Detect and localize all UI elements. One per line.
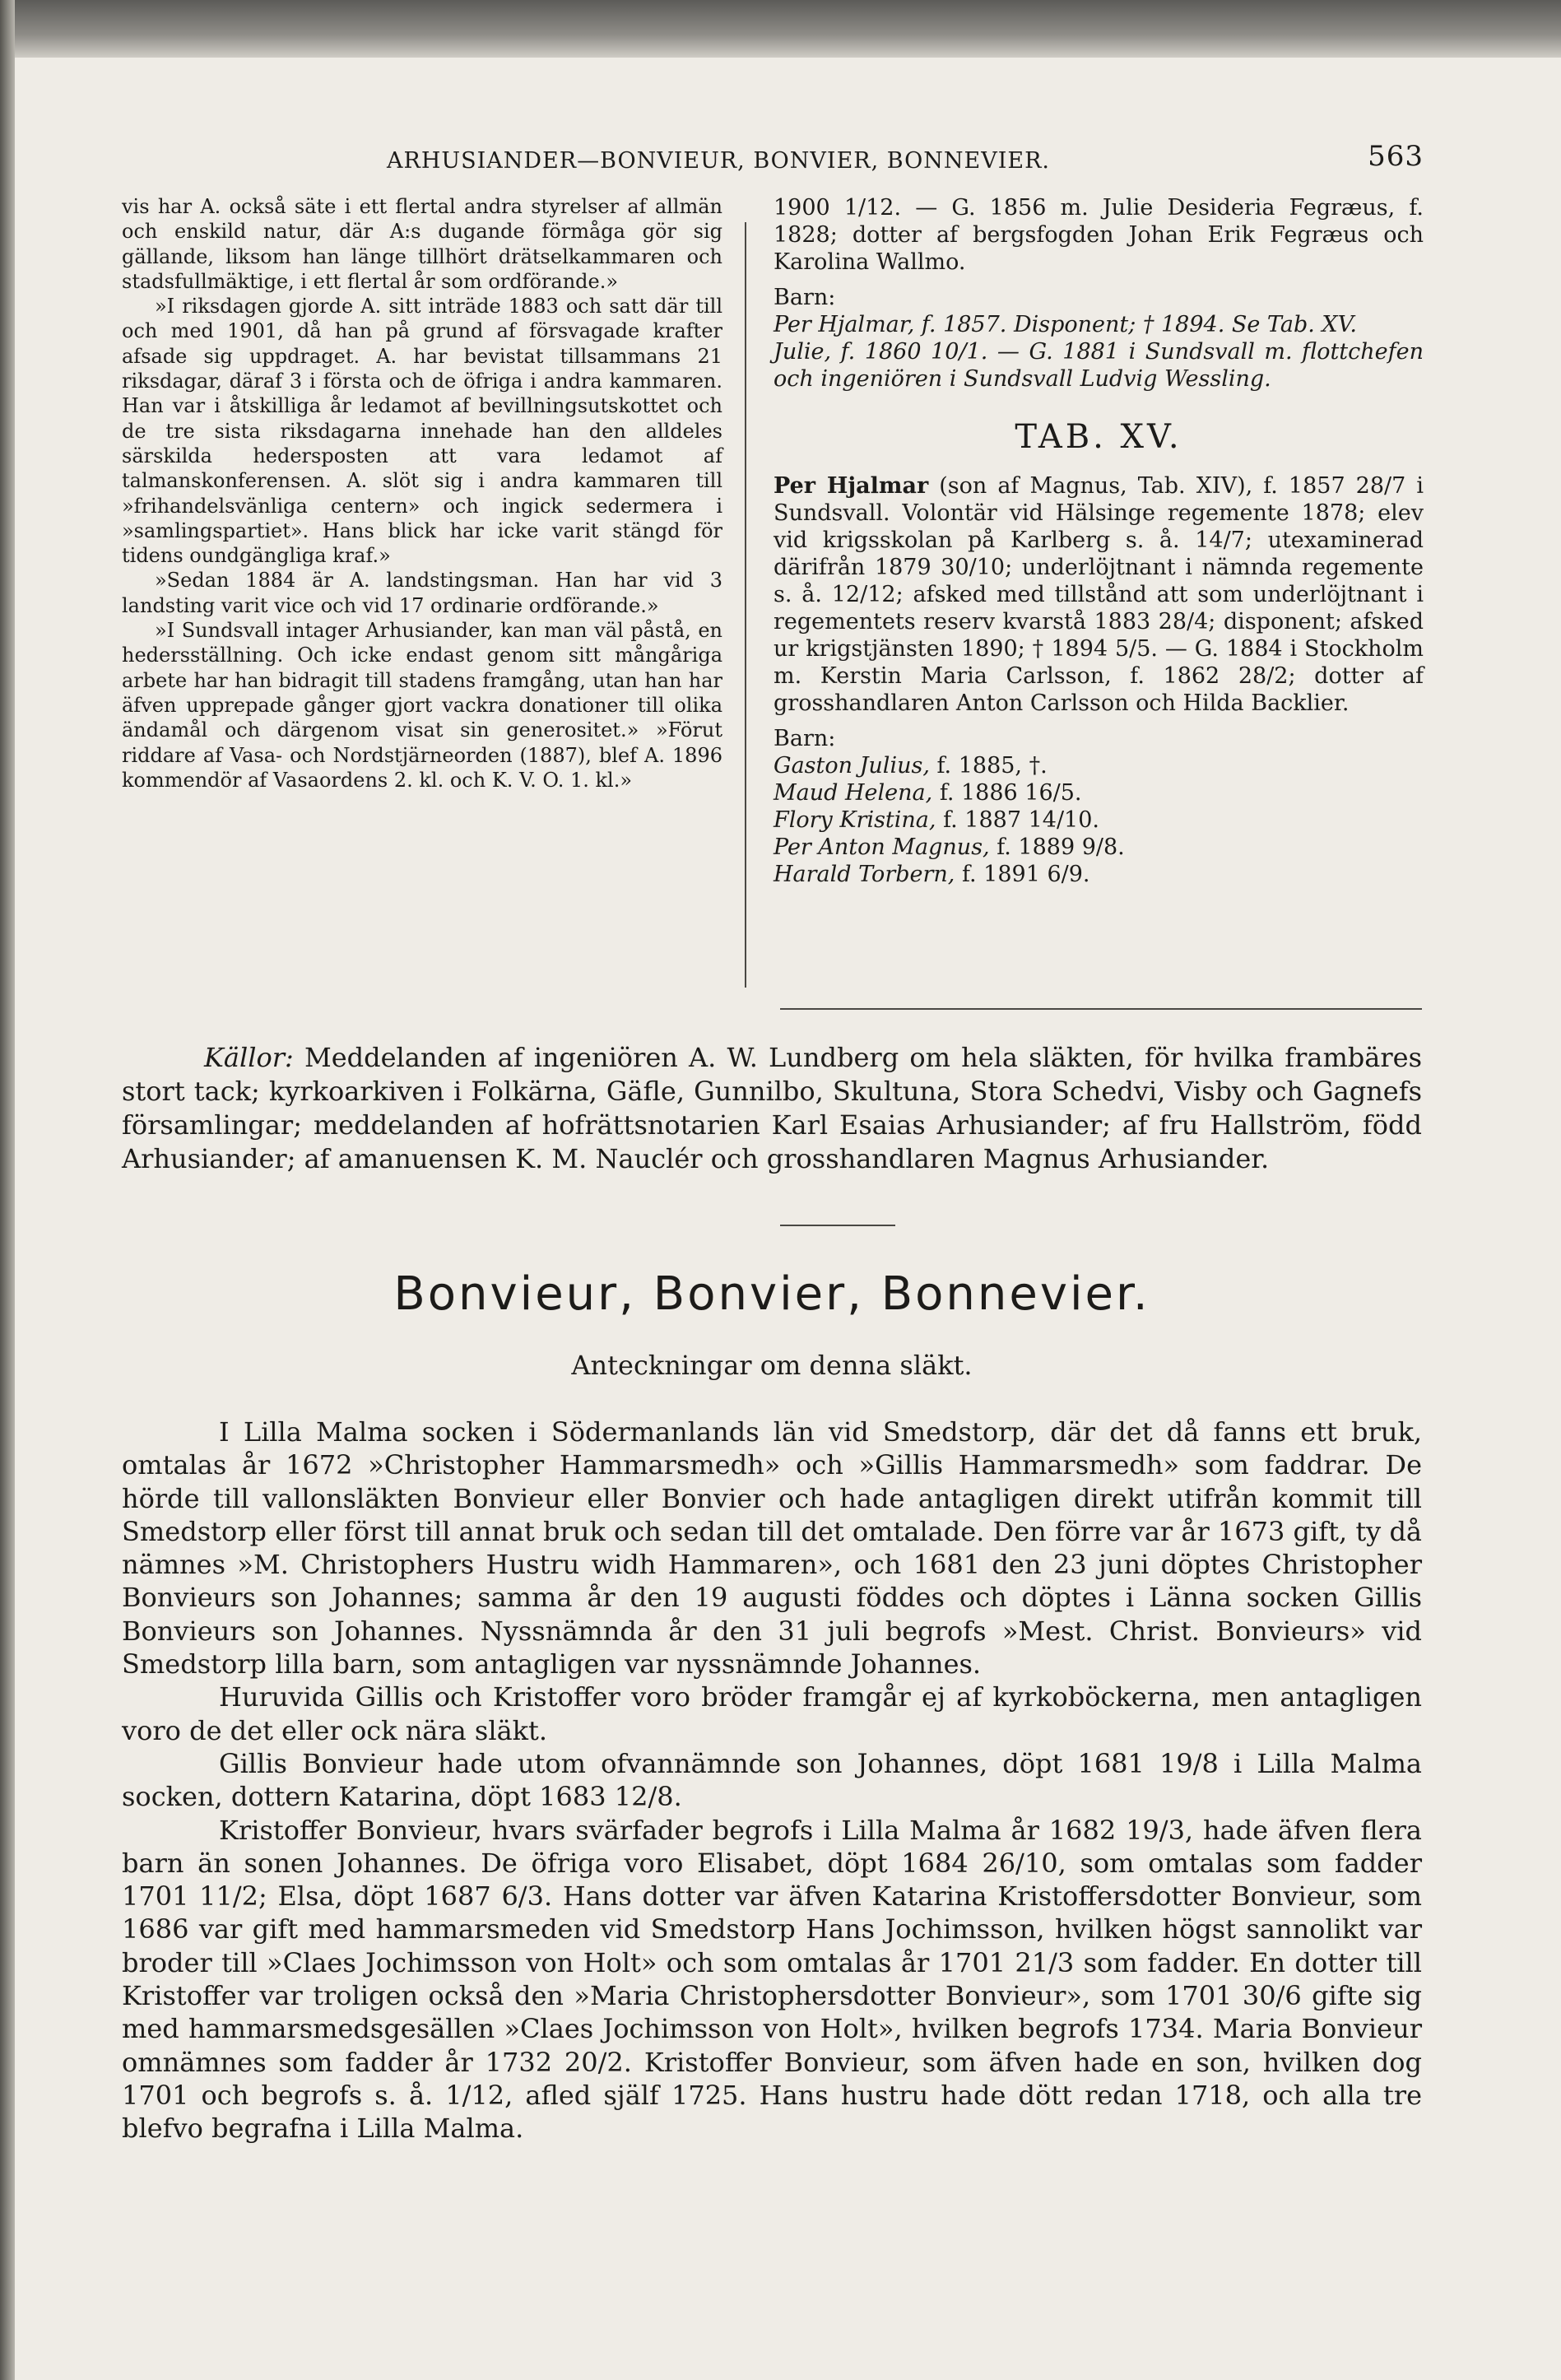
left-column	[122, 194, 722, 793]
page-header	[123, 140, 1424, 181]
page-binding-shadow	[0, 0, 1561, 58]
child-entry: Julie, f. 1860 10/1. — G. 1881 i Sundsvall m. flottchefen och ingeniören i Sundsvall Ludvig Wessling.	[774, 339, 1424, 392]
body-paragraph: I Lilla Malma socken i Södermanlands län vid Smedstorp, där det då fanns ett bruk, omtalas år 1672 »Christopher Hammarsmedh» och »Gillis Hammarsmedh» som faddrar. De hörde till vallonsläkten Bonvieur eller Bonvier och hade antagligen direkt utifrån kommit till Smedstorp eller först till annat bruk och sedan till det omtalade. Den förre var år 1673 gift, ty då nämnes »M. Christophers Hustru widh Hammaren», och 1681 den 23 juni döptes Christopher Bonvieurs son Johannes; samma år den 19 augusti föddes och döptes i Länna socken Gillis Bonvieurs son Johannes. Nyssnämnda år den 31 juli begrofs »Mest. Christ. Bonvieurs» vid Smedstorp lilla barn, som antagligen var nyssnämnde Johannes.	[122, 1416, 1422, 1680]
child-entry: Maud Helena, f. 1886 16/5.	[774, 780, 1082, 806]
section-title: Bonvieur, Bonvier, Bonnevier.	[393, 1267, 1150, 1321]
sources-block	[122, 1041, 1422, 1176]
left-paragraph: »I Sundsvall intager Arhusiander, kan man väl påstå, en hedersställning. Och icke endast genom sitt mångåriga arbete har han bidragit till stadens framgång, utan han har äfven upprepade gånger gjort vackra donationer till olika ändamål och därgenom visat sin generositet.» »Förut riddare af Vasa- och Nordstjärneorden (1887), blef A. 1896 kommendör af Vasaordens 2. kl. och K. V. O. 1. kl.»	[122, 619, 722, 792]
children-label: Barn:	[774, 726, 836, 751]
child-entry: Flory Kristina, f. 1887 14/10.	[774, 807, 1099, 833]
child-entry: Gaston Julius, f. 1885, †.	[774, 753, 1048, 779]
column-divider	[745, 222, 746, 988]
left-paragraph: vis har A. också säte i ett flertal andra styrelser af allmän och enskild natur, där A:s dugande förmåga gör sig gällande, liksom han länge tillhört drätselkammaren och stadsfullmäktige, i ett flertal år som ordförande.»	[122, 195, 722, 293]
person-entry	[774, 472, 1424, 717]
table-heading: TAB. XV.	[1015, 418, 1182, 456]
children-label: Barn:	[774, 285, 836, 310]
child-entry: Per Anton Magnus, f. 1889 9/8.	[774, 834, 1125, 860]
sources-text: Meddelanden af ingeniören A. W. Lundberg om hela släkten, för hvilka frambäres stort tack; kyrkoarkiven i Folkärna, Gäfle, Gunnilbo, Skultuna, Stora Schedvi, Visby och Gagnefs församlingar; meddelanden af hofrättsnotarien Karl Esaias Arhusiander; af fru Hallström, född Arhusiander; af amanuensen K. M. Nauclér och grosshandlaren Magnus Arhusiander.	[122, 1042, 1423, 1174]
child-entry: Per Hjalmar, f. 1857. Disponent; † 1894. Se Tab. XV.	[774, 312, 1357, 337]
page-number: 563	[1368, 140, 1424, 173]
running-head: ARHUSIANDER—BONVIEUR, BONVIER, BONNEVIER.	[387, 148, 1051, 174]
page-edge-shadow	[0, 0, 15, 2380]
person-name: Per Hjalmar	[774, 473, 929, 499]
left-paragraph: »I riksdagen gjorde A. sitt inträde 1883 och satt där till och med 1901, då han på grund af försvagade krafter afsade sig uppdraget. A. har bevistat tillsammans 21 riksdagar, däraf 3 i första och de öfriga i andra kammaren. Han var i åtskilliga år ledamot af bevillningsutskottet och de tre sista riksdagarna innehade han den alldeles särskilda hedersposten att vara ledamot af talmanskonferensen. A. slöt sig i andra kammaren till »frihandelsvänliga centern» och ingick sedermera i »samlingspartiet». Hans blick har icke varit stängd för tidens oundgängliga kraf.»	[122, 295, 722, 568]
family-intro: 1900 1/12. — G. 1856 m. Julie Desideria Fegræus, f. 1828; dotter af bergsfogden Johan Erik Fegræus och Karolina Wallmo.	[774, 195, 1424, 275]
section-rule	[780, 1008, 1422, 1010]
section-body	[122, 1415, 1422, 2145]
right-column	[774, 194, 1424, 888]
sources-label: Källor:	[204, 1042, 294, 1073]
body-paragraph: Gillis Bonvieur hade utom ofvannämnde son Johannes, döpt 1681 19/8 i Lilla Malma socken, dottern Katarina, döpt 1683 12/8.	[122, 1747, 1422, 1813]
short-rule	[780, 1225, 895, 1226]
left-paragraph: »Sedan 1884 är A. landstingsman. Han har vid 3 landsting varit vice och vid 17 ordinarie ordförande.»	[122, 569, 722, 617]
body-paragraph: Kristoffer Bonvieur, hvars svärfader begrofs i Lilla Malma år 1682 19/3, hade äfven flera barn än sonen Johannes. De öfriga voro Elisabet, döpt 1684 26/10, som omtalas som fadder 1701 11/2; Elsa, döpt 1687 6/3. Hans dotter var äfven Katarina Kristoffersdotter Bonvieur, som 1686 var gift med hammarsmeden vid Smedstorp Hans Jochimsson, hvilken högst sannolikt var broder till »Claes Jochimsson von Holt» och som omtalas år 1701 21/3 som fadder. En dotter till Kristoffer var troligen också den »Maria Christophersdotter Bonvieur», som 1701 30/6 gifte sig med hammarsmedsgesällen »Claes Jochimsson von Holt», hvilken begrofs 1734. Maria Bonvieur omnämnes som fadder år 1732 20/2. Kristoffer Bonvieur, som äfven hade en son, hvilken dog 1701 och begrofs s. å. 1/12, afled själf 1725. Hans hustru hade dött redan 1718, och alla tre blefvo begrafna i Lilla Malma.	[122, 1814, 1422, 2145]
person-text: (son af Magnus, Tab. XIV), f. 1857 28/7 i Sundsvall. Volontär vid Hälsinge regemente 1878; elev vid krigsskolan på Karlberg s. å. 14/7; utexaminerad därifrån 1879 30/10; underlöjtnant i nämnda regemente s. å. 12/12; afsked med tillstånd att som underlöjtnant i regementets reserv kvarstå 1883 28/4; disponent; afsked ur krigstjänsten 1890; † 1894 5/5. — G. 1884 i Stockholm m. Kerstin Maria Carlsson, f. 1862 28/2; dotter af grosshandlaren Anton Carlsson och Hilda Backlier.	[774, 473, 1424, 716]
section-subtitle: Anteckningar om denna släkt.	[571, 1350, 973, 1381]
body-paragraph: Huruvida Gillis och Kristoffer voro bröder framgår ej af kyrkoböckerna, men antagligen voro de det eller ock nära släkt.	[122, 1681, 1422, 1746]
child-entry: Harald Torbern, f. 1891 6/9.	[774, 862, 1090, 887]
